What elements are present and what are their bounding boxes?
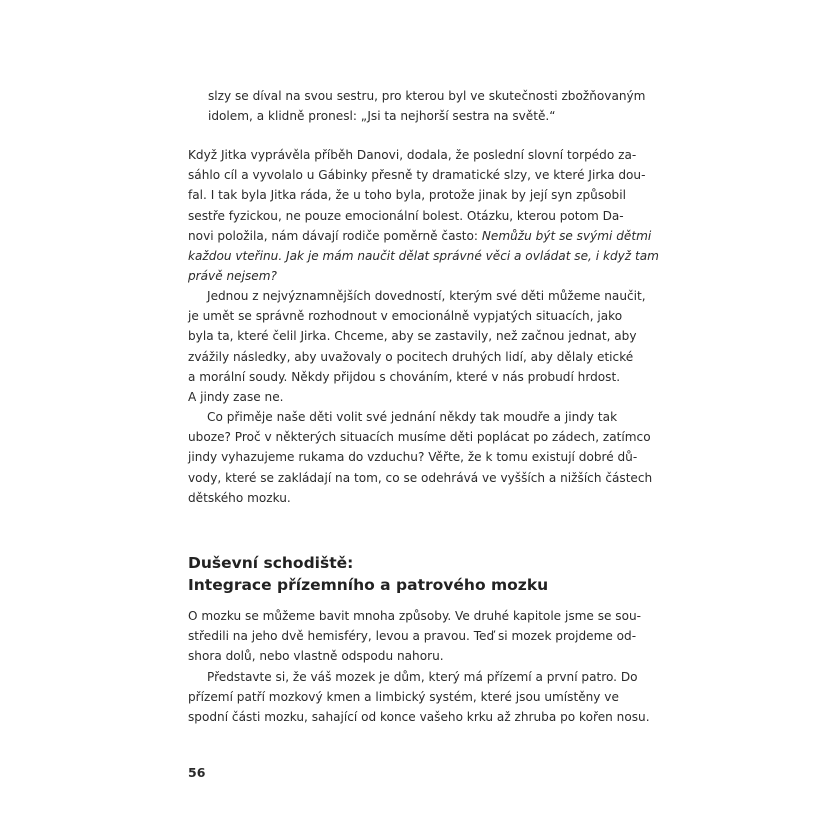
paragraph-line: Představte si, že váš mozek je dům, který má přízemí a první patro. Do xyxy=(207,670,638,684)
paragraph-4 xyxy=(188,606,642,667)
paragraph-line: sáhlo cíl a vyvolalo u Gábinky přesně ty dramatické slzy, ve které Jirka dou- xyxy=(188,168,646,183)
paragraph-line: A jindy zase ne. xyxy=(188,389,284,404)
paragraph-line: zvážily následky, aby uvažovaly o pocitech druhých lidí, aby dělaly etické xyxy=(188,349,634,364)
paragraph-line: Když Jitka vyprávěla příběh Danovi, dodala, že poslední slovní torpédo za- xyxy=(188,148,637,162)
quote-line: idolem, a klidně pronesl: „Jsi ta nejhorší sestra na světě.“ xyxy=(208,109,556,124)
section-heading-line-2: Integrace přízemního a patrového mozku xyxy=(188,576,549,594)
paragraph-line: je umět se správně rozhodnout v emocionálně vypjatých situacích, jako xyxy=(188,309,623,324)
paragraph-line: středili na jeho dvě hemisféry, levou a pravou. Teď si mozek projdeme od- xyxy=(188,629,637,644)
paragraph-line: shora dolů, nebo vlastně odspodu nahoru. xyxy=(188,649,444,664)
paragraph-line: jindy vyhazujeme rukama do vzduchu? Věřte, že k tomu existují dobré dů- xyxy=(188,450,638,465)
paragraph-line: byla ta, které čelil Jirka. Chceme, aby se zastavily, než začnou jednat, aby xyxy=(188,329,637,344)
paragraph-line: sestře fyzickou, ne pouze emocionální bolest. Otázku, kterou potom Da- xyxy=(188,208,624,223)
section-heading-line-1: Duševní schodiště: xyxy=(188,554,354,572)
quote-line: slzy se díval na svou sestru, pro kterou byl ve skutečnosti zbožňovaným xyxy=(208,89,646,103)
paragraph-2 xyxy=(188,286,646,407)
paragraph-line: vody, které se zakládají na tom, co se odehrává ve vyšších a nižších částech xyxy=(188,470,653,485)
paragraph-line: Co přiměje naše děti volit své jednání někdy tak moudře a jindy tak xyxy=(207,410,618,424)
paragraph-line: Jednou z nejvýznamnějších dovedností, kterým své děti můžeme naučit, xyxy=(207,289,646,303)
paragraph-line xyxy=(188,266,614,286)
paragraph-line: uboze? Proč v některých situacích musíme děti poplácat po zádech, zatímco xyxy=(188,430,651,445)
paragraph-line xyxy=(188,226,652,246)
paragraph-3 xyxy=(188,407,653,508)
italic-text: Nemůžu být se svými dětmi xyxy=(481,228,652,243)
paragraph-text: novi položila, nám dávají rodiče poměrně často: xyxy=(188,228,482,243)
paragraph-line xyxy=(188,246,659,266)
quote-block xyxy=(208,86,646,126)
paragraph-line: dětského mozku. xyxy=(188,490,291,505)
section-heading xyxy=(188,552,548,596)
paragraph-1 xyxy=(188,145,659,286)
italic-text: právě nejsem? xyxy=(188,269,277,284)
paragraph-line: přízemí patří mozkový kmen a limbický systém, které jsou umístěny ve xyxy=(188,690,619,705)
paragraph-line: spodní části mozku, sahající od konce vašeho krku až zhruba po kořen nosu. xyxy=(188,710,650,725)
paragraph-line: fal. I tak byla Jitka ráda, že u toho byla, protože jinak by její syn způsobil xyxy=(188,188,626,203)
paragraph-line: O mozku se můžeme bavit mnoha způsoby. Ve druhé kapitole jsme se sou- xyxy=(188,609,642,623)
italic-text: každou vteřinu. Jak je mám naučit dělat správné věci a ovládat se, i když tam xyxy=(188,248,659,263)
paragraph-line: a morální soudy. Někdy přijdou s chováním, které v nás probudí hrdost. xyxy=(188,369,621,384)
paragraph-5 xyxy=(188,667,650,728)
page-number: 56 xyxy=(188,765,206,780)
